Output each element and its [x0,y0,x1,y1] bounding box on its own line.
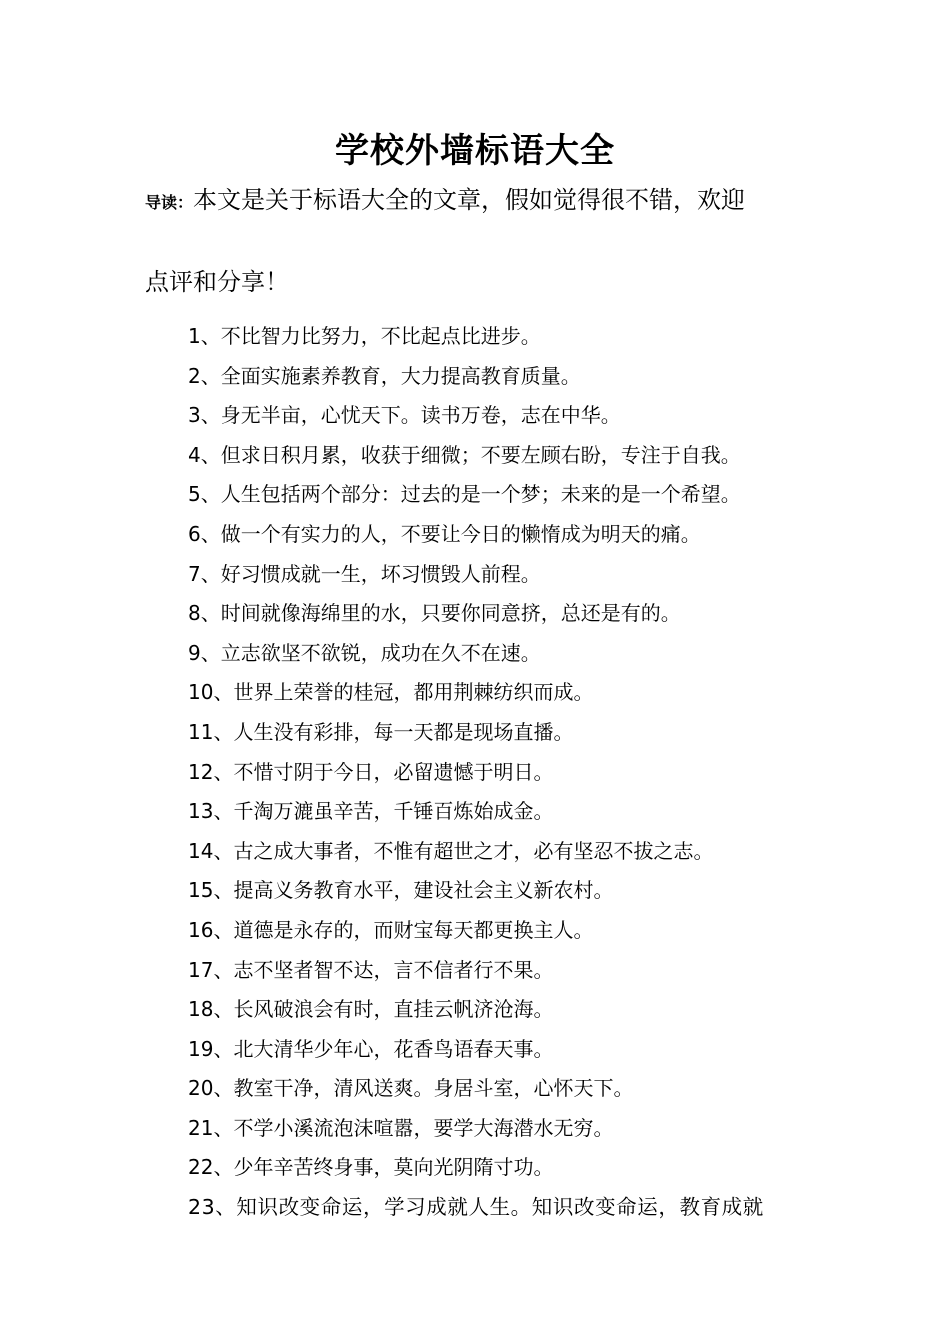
slogan-item: 15、提高义务教育水平，建设社会主义新农村。 [188,878,614,903]
slogan-item: 1、不比智力比努力，不比起点比进步。 [188,324,541,348]
slogan-item: 13、千淘万漉虽辛苦，千锤百炼始成金。 [188,799,554,824]
slogan-item: 7、好习惯成就一生，坏习惯毁人前程。 [188,561,541,586]
slogan-item: 11、人生没有彩排，每一天都是现场直播。 [188,719,574,744]
intro-text-line1: 本文是关于标语大全的文章，假如觉得很不错，欢迎 [193,186,746,214]
slogan-item: 3、身无半亩，心忧天下。读书万卷，志在中华。 [188,403,621,428]
slogan-item: 9、立志欲坚不欲锐，成功在久不在速。 [188,640,541,665]
slogan-item: 16、道德是永存的，而财宝每天都更换主人。 [188,917,594,942]
intro-paragraph [145,182,745,221]
slogan-list [188,317,764,1228]
slogan-item: 17、志不坚者智不达，言不信者行不果。 [188,957,554,982]
slogan-item: 19、北大清华少年心，花香鸟语春天事。 [188,1036,554,1061]
slogan-item: 10、世界上荣誉的桂冠，都用荆棘纺织而成。 [188,680,594,705]
slogan-item: 12、不惜寸阴于今日，必留遗憾于明日。 [188,759,554,784]
intro-lead-label: 导读： [145,193,194,212]
document-title: 学校外墙标语大全 [335,131,615,171]
slogan-item: 4、但求日积月累，收获于细微；不要左顾右盼，专注于自我。 [188,442,741,467]
slogan-item: 18、长风破浪会有时，直挂云帆济沧海。 [188,997,554,1022]
slogan-item: 14、古之成大事者，不惟有超世之才，必有坚忍不拔之志。 [188,838,714,863]
slogan-item: 23、知识改变命运，学习成就人生。知识改变命运，教育成就 [188,1195,764,1220]
intro-text-line2: 点评和分享！ [145,268,289,296]
slogan-item: 2、全面实施素养教育，大力提高教育质量。 [188,363,581,388]
slogan-item: 6、做一个有实力的人，不要让今日的懒惰成为明天的痛。 [188,521,701,546]
slogan-item: 20、教室干净，清风送爽。身居斗室，心怀天下。 [188,1076,634,1101]
slogan-item: 5、人生包括两个部分：过去的是一个梦；未来的是一个希望。 [188,482,741,507]
slogan-item: 22、少年辛苦终身事，莫向光阴隋寸功。 [188,1155,554,1180]
slogan-item: 8、时间就像海绵里的水，只要你同意挤，总还是有的。 [188,601,681,626]
slogan-item: 21、不学小溪流泡沫喧嚣，要学大海潜水无穷。 [188,1115,614,1140]
